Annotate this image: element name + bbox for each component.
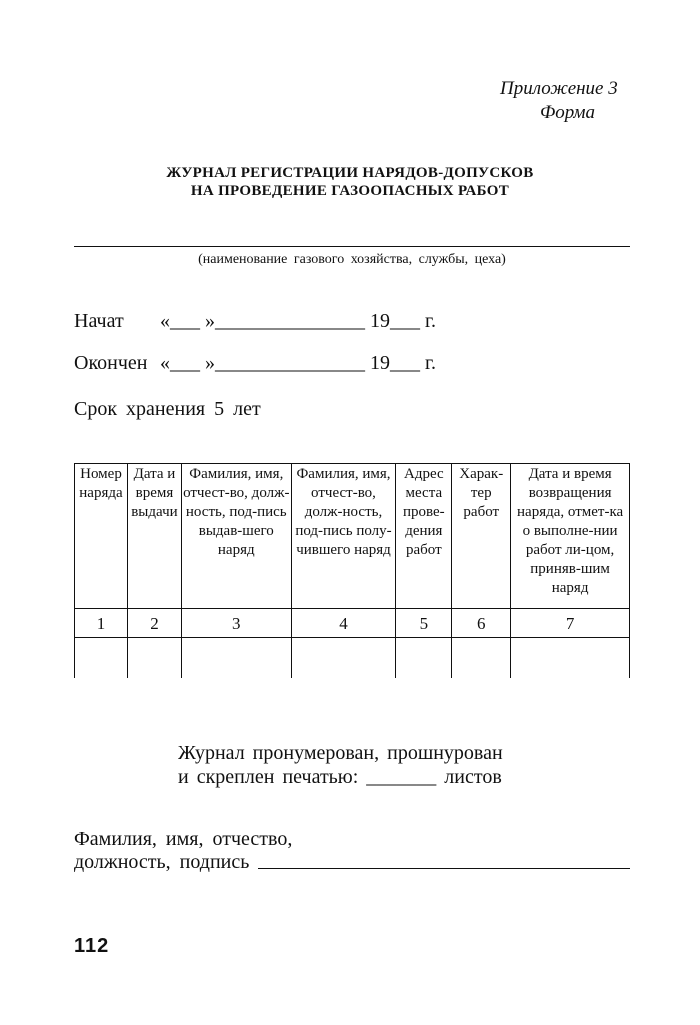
- blank-cell[interactable]: [396, 638, 452, 679]
- register-table: [74, 463, 630, 678]
- column-number-row: [75, 609, 630, 638]
- blank-cell[interactable]: [511, 638, 630, 679]
- title-line-2: НА ПРОВЕДЕНИЕ ГАЗООПАСНЫХ РАБОТ: [190, 183, 510, 199]
- header-cell: Дата и время возвращения наряда, отмет-ка о выполне-нии работ ли-цом, приняв-шим наряд: [511, 464, 630, 609]
- number-cell: 4: [291, 609, 396, 638]
- blank-cell[interactable]: [291, 638, 396, 679]
- blank-cell[interactable]: [75, 638, 128, 679]
- signature-field[interactable]: [258, 868, 630, 869]
- header-cell: Харак-тер работ: [452, 464, 511, 609]
- title-line-1: ЖУРНАЛ РЕГИСТРАЦИИ НАРЯДОВ-ДОПУСКОВ: [166, 165, 534, 181]
- ended-label: Окончен: [74, 352, 148, 374]
- number-cell: 7: [511, 609, 630, 638]
- retention-text: Срок хранения 5 лет: [74, 398, 261, 420]
- number-cell: 3: [181, 609, 291, 638]
- table-header-row: [75, 464, 630, 609]
- blank-cell[interactable]: [452, 638, 511, 679]
- header-cell: Номер наряда: [75, 464, 128, 609]
- number-cell: 5: [396, 609, 452, 638]
- org-caption: (наименование газового хозяйства, службы, цеха): [198, 252, 506, 267]
- started-label: Начат: [74, 310, 124, 332]
- header-cell: Фамилия, имя, отчест-во, долж-ность, под-пись выдав-шего наряд: [181, 464, 291, 609]
- table-row: [75, 638, 630, 679]
- numbered-line-1: Журнал пронумерован, прошнурован: [178, 742, 503, 764]
- numbered-line-2: и скреплен печатью: _______ листов: [178, 766, 502, 788]
- signature-line-1: Фамилия, имя, отчество,: [74, 828, 293, 850]
- page-number: 112: [74, 935, 110, 957]
- number-cell: 1: [75, 609, 128, 638]
- header-cell: Дата и время выдачи: [127, 464, 181, 609]
- header-cell: Адрес места прове-дения работ: [396, 464, 452, 609]
- org-name-line[interactable]: [74, 246, 630, 247]
- ended-date-field[interactable]: «___ »_______________ 19___ г.: [160, 352, 436, 374]
- number-cell: 2: [127, 609, 181, 638]
- number-cell: 6: [452, 609, 511, 638]
- blank-cell[interactable]: [181, 638, 291, 679]
- blank-cell[interactable]: [127, 638, 181, 679]
- started-date-field[interactable]: «___ »_______________ 19___ г.: [160, 310, 436, 332]
- header-cell: Фамилия, имя, отчест-во, долж-ность, под-пись полу-чившего наряд: [291, 464, 396, 609]
- form-label: Форма: [540, 102, 595, 123]
- appendix-label: Приложение 3: [500, 78, 618, 99]
- signature-line-2: должность, подпись: [74, 851, 250, 873]
